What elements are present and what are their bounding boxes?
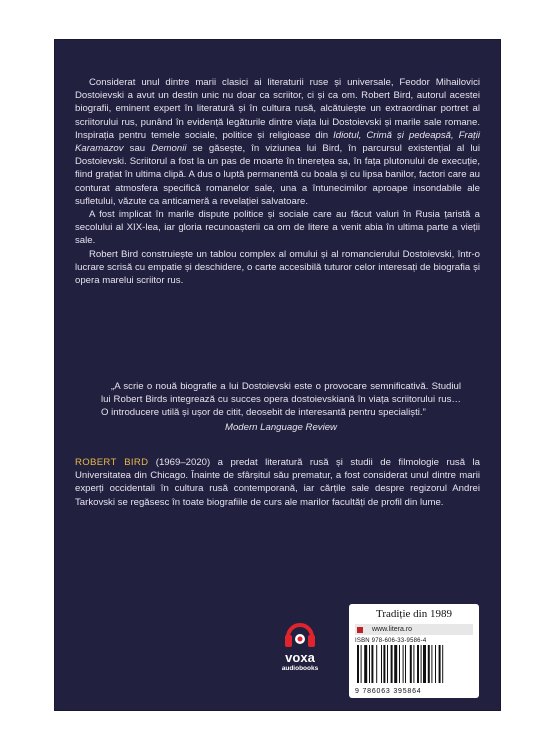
paragraph-1 — [75, 76, 480, 208]
quote-text: „A scrie o nouă biografie a lui Dostoievski este o provocare semnificativă. Studiul lui Robert Birds integrează cu succes opera dostoievskiană în viața scriitorului rus… O introducere utilă și ușor de citit, deosebit de interesantă pentru specialiști.” — [101, 381, 461, 419]
barcode-bar — [387, 645, 388, 683]
author-bio — [75, 456, 480, 509]
author-name: ROBERT BIRD — [75, 457, 149, 468]
barcode-bar — [391, 645, 393, 683]
paragraph-2: A fost implicat în marile dispute politice și sociale care au făcut valuri în Rusia țaristă a secolului al XIX-lea, iar gloria recunoașterii ca om de litere a venit abia în ultima parte a vieții sale. — [75, 209, 480, 247]
barcode-bar — [439, 645, 441, 683]
barcode-bar — [381, 645, 382, 683]
description-text — [75, 76, 480, 287]
barcode-bar — [442, 645, 443, 683]
barcode-number: 9 786063 395864 — [355, 688, 422, 695]
barcode-bar — [410, 645, 412, 683]
barcode — [355, 645, 473, 683]
isbn-text: ISBN 978-606-33-9586-4 — [355, 638, 427, 644]
paragraph-1-part-b: sau — [123, 143, 152, 155]
barcode-bar — [369, 645, 370, 683]
paragraph-1-part-c: se găsește, în viziunea lui Bird, în parcursul existențial al lui Dostoievski. Scriitorul a fost la un pas de moarte în tinerețea sa, în fața plutonului de execuție, fiind grațiat în ultima clipă. A dus o luptă permanentă cu boala și cu lipsa banilor, factori care au conturat atmosfera specifică romanelor sale, una a întunecimilor aproape insondabile ale sufletului, văzute ca anticameră a revelației salvatoare. — [75, 143, 480, 207]
barcode-bar — [428, 645, 430, 683]
paragraph-1-part-a: Considerat unul dintre marii clasici ai literaturii ruse și universale, Feodor Mihailovici Dostoievski a avut un destin unic nu doar ca scriitor, ci și ca om. Robert Bird, autorul acestei biografii, eminent expert în literatură și în cultura rusă, alcătuiește un extraordinar portret al scriitorului rus, punând în evidență legăturile dintre viața lui Dostoievski și marile sale romane. Inspirația pentru temele sociale, politice și religioase din — [75, 77, 480, 141]
barcode-bar — [371, 645, 373, 683]
publisher-logo-icon — [357, 627, 363, 633]
headphones-icon — [282, 617, 318, 649]
author-paragraph — [75, 456, 480, 509]
barcode-bar — [357, 645, 359, 683]
barcode-bar — [423, 645, 426, 683]
brand-subtitle: audiobooks — [281, 665, 319, 672]
tradition-label: Tradiție din 1989 — [376, 608, 452, 620]
barcode-bar — [376, 645, 377, 683]
barcode-bar — [435, 645, 436, 683]
voxa-logo — [270, 617, 330, 673]
review-quote — [101, 380, 461, 434]
barcode-bar — [364, 645, 367, 683]
back-cover — [55, 40, 500, 710]
website-url: www.litera.ro — [372, 626, 413, 633]
author-bio-text: (1969–2020) a predat literatură rusă și studii de filmologie rusă la Universitatea din Chicago. Înainte de sfârșitul său prematur, a fost considerat unul dintre marii experți occidentali în cultura rusă contemporană, iar cărțile sale despre regizorul Andrei Tarkovski se regăsesc în toate biografiile de curs ale marilor facultăți de profil din lume. — [75, 457, 480, 508]
barcode-bar — [431, 645, 432, 683]
barcode-bar — [421, 645, 422, 683]
website-bar — [355, 624, 473, 635]
brand-name: voxa — [285, 650, 315, 665]
book-titles: Idiotul, Crimă și pedeapsă, Frații Karamazov — [75, 129, 480, 155]
barcode-bar — [399, 645, 400, 683]
barcode-bar — [405, 645, 406, 683]
barcode-bar — [413, 645, 414, 683]
barcode-bar — [417, 645, 419, 683]
book-title-demonii: Demonii — [151, 143, 187, 155]
barcode-bar — [403, 645, 404, 683]
barcode-bar — [361, 645, 362, 683]
quote-source: Modern Language Review — [224, 421, 337, 433]
barcode-box — [349, 604, 479, 698]
paragraph-3: Robert Bird construiește un tablou complex al omului și al romancierului Dostoievski, într-o lucrare scrisă cu empatie și deschidere, o carte accesibilă tuturor celor interesați de biografia și opera marelui scriitor rus. — [75, 248, 480, 287]
barcode-bar — [383, 645, 385, 683]
barcode-bar — [394, 645, 397, 683]
